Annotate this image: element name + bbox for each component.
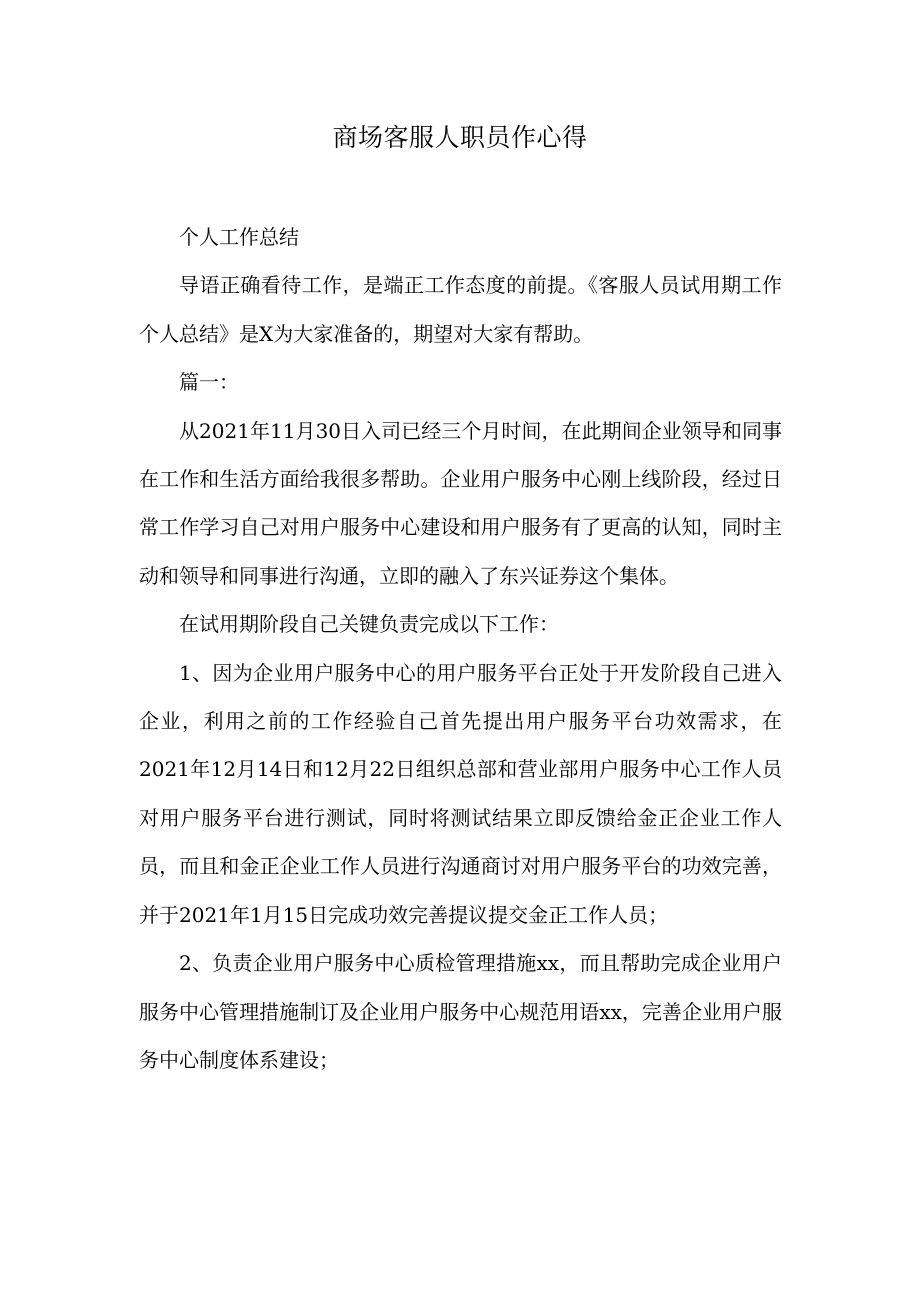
paragraph-item-1: 1、因为企业用户服务中心的用户服务平台正处于开发阶段自己进入企业，利用之前的工作经验自己首先提出用户服务平台功效需求，在2021年12月14日和12月22日组织总部和营业部用户服务中心工作人员对用户服务平台进行测试，同时将测试结果立即反馈给金正企业工作人员，而且和金正企业工作人员进行沟通商讨对用户服务平台的功效完善，并于2021年1月15日完成功效完善提议提交金正工作人员； — [139, 660, 782, 927]
paragraph-section-heading: 篇一： — [179, 370, 239, 395]
paragraph-background: 从2021年11月30日入司已经三个月时间，在此期间企业领导和同事在工作和生活方面给我很多帮助。企业用户服务中心刚上线阶段，经过日常工作学习自己对用户服务中心建设和用户服务有了更高的认知，同时主动和领导和同事进行沟通，立即的融入了东兴证券这个集体。 — [139, 418, 782, 588]
paragraph-summary-heading: 个人工作总结 — [179, 225, 299, 249]
document-body — [139, 213, 782, 1084]
paragraph-intro: 导语正确看待工作，是端正工作态度的前提。《客服人员试用期工作个人总结》是X为大家准备的，期望对大家有帮助。 — [139, 273, 782, 346]
paragraph-item-2: 2、负责企业用户服务中心质检管理措施xx，而且帮助完成企业用户服务中心管理措施制订及企业用户服务中心规范用语xx，完善企业用户服务中心制度体系建设； — [139, 951, 782, 1072]
paragraph-work-intro: 在试用期阶段自己关键负责完成以下工作： — [179, 612, 559, 637]
document-title: 商场客服人职员作心得 — [332, 123, 588, 152]
